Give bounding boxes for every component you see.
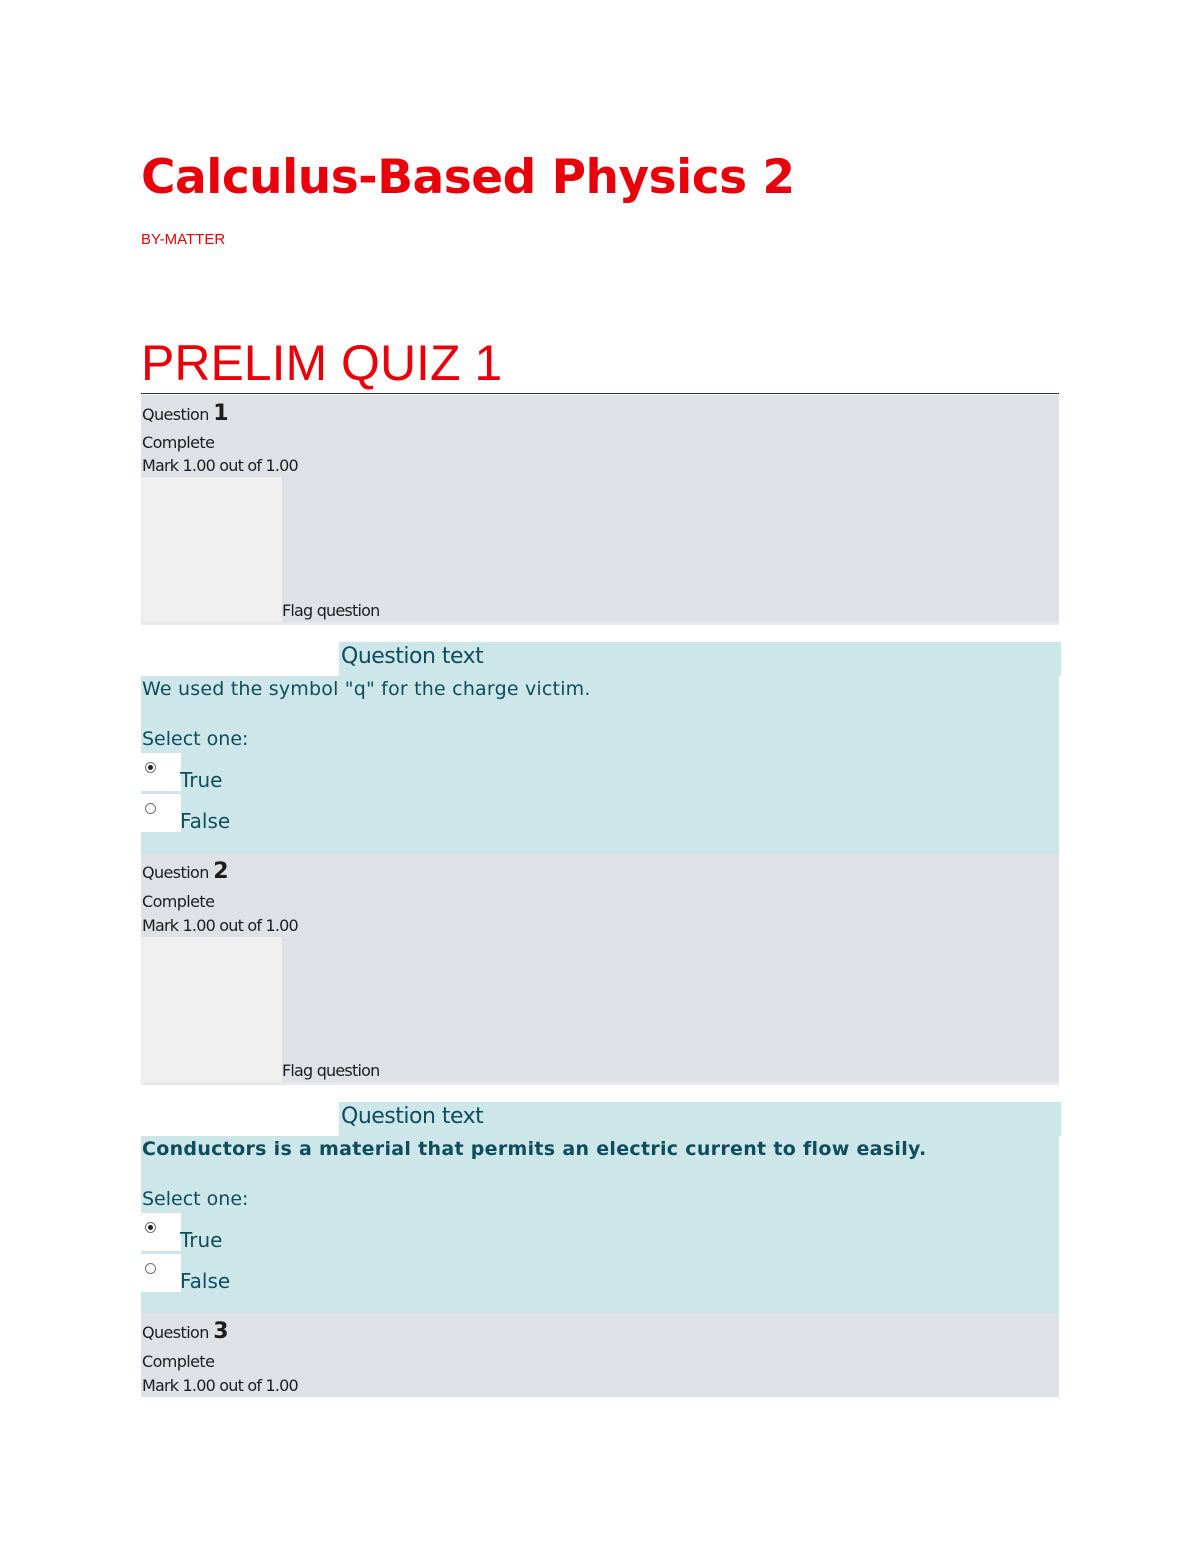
answer-label[interactable]: True: [180, 1228, 223, 1252]
question-grade: Mark 1.00 out of 1.00: [142, 1376, 298, 1395]
question-text-label: Question text: [341, 644, 484, 669]
question-info-2: [141, 853, 1059, 1085]
answer-label[interactable]: False: [180, 1269, 231, 1293]
question-text: Conductors is a material that permits an electric current to flow easily.: [142, 1138, 927, 1160]
question-word: Question: [142, 1323, 209, 1342]
question-state: Complete: [142, 892, 215, 911]
question-number-label: [142, 859, 229, 884]
radio-cell: [141, 1254, 181, 1294]
radio-unchecked-icon[interactable]: [145, 803, 156, 814]
document-author: BY-MATTER: [141, 231, 226, 248]
answer-label[interactable]: True: [180, 768, 223, 792]
document-title: Calculus-Based Physics 2: [141, 150, 795, 205]
radio-cell: [141, 794, 181, 834]
question-info-1: [141, 395, 1059, 625]
flag-divider: [141, 1082, 1059, 1085]
question-number: 2: [213, 859, 229, 884]
question-state: Complete: [142, 1352, 215, 1371]
radio-unchecked-icon[interactable]: [145, 1263, 156, 1274]
question-word: Question: [142, 863, 209, 882]
flag-icon-area[interactable]: [141, 937, 282, 1082]
answer-option-true[interactable]: [141, 753, 441, 793]
answer-option-false[interactable]: [141, 1254, 441, 1294]
question-word: Question: [142, 405, 209, 424]
radio-checked-icon[interactable]: [145, 1222, 156, 1233]
flag-question-link[interactable]: Flag question: [282, 1061, 380, 1080]
select-one-prompt: Select one:: [142, 1188, 249, 1210]
select-one-prompt: Select one:: [142, 728, 249, 750]
radio-cell: [141, 753, 181, 793]
question-info-3: [141, 1313, 1059, 1397]
question-state: Complete: [142, 433, 215, 452]
quiz-heading: PRELIM QUIZ 1: [141, 335, 503, 391]
radio-checked-icon[interactable]: [145, 762, 156, 773]
question-number-label: [142, 1319, 229, 1344]
answer-option-true[interactable]: [141, 1213, 441, 1253]
question-text: We used the symbol "q" for the charge victim.: [142, 678, 591, 700]
flag-divider: [141, 622, 1059, 625]
question-text-label: Question text: [341, 1104, 484, 1129]
flag-question-link[interactable]: Flag question: [282, 601, 380, 620]
answer-label[interactable]: False: [180, 809, 231, 833]
question-number: 3: [213, 1319, 229, 1344]
radio-cell: [141, 1213, 181, 1253]
question-number-label: [142, 401, 229, 426]
question-grade: Mark 1.00 out of 1.00: [142, 456, 298, 475]
heading-divider: [141, 393, 1059, 394]
flag-icon-area[interactable]: [141, 477, 282, 622]
question-number: 1: [213, 401, 229, 426]
question-grade: Mark 1.00 out of 1.00: [142, 916, 298, 935]
answer-option-false[interactable]: [141, 794, 441, 834]
